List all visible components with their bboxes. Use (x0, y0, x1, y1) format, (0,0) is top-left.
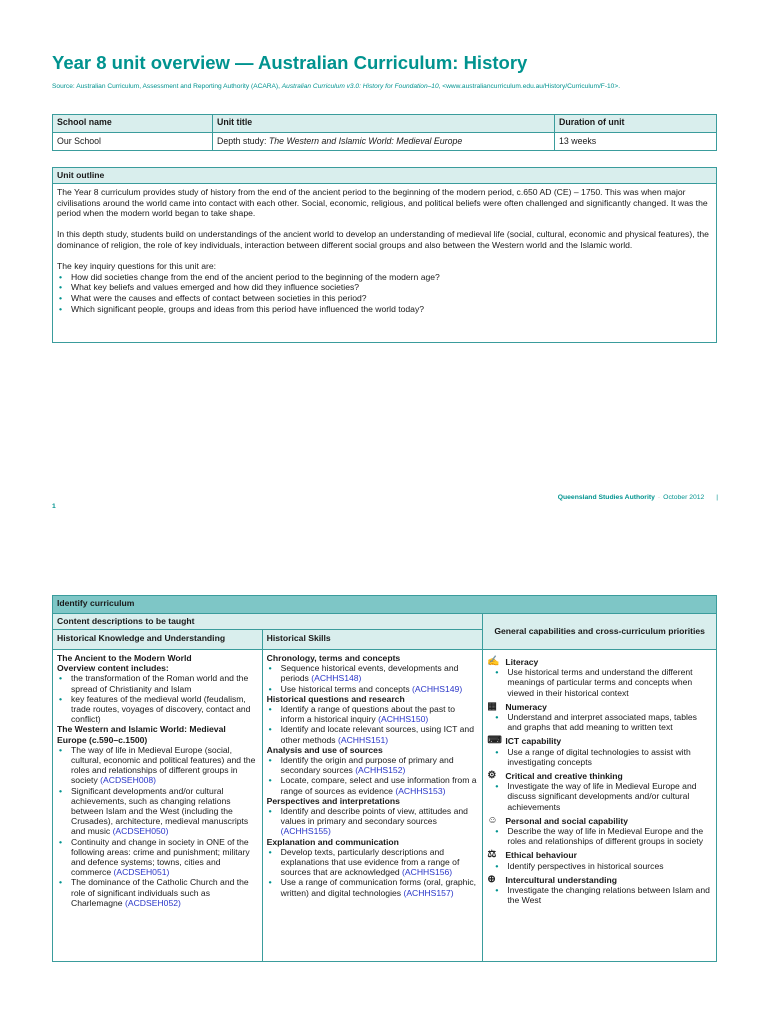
content-code: (ACHHS149) (412, 683, 463, 694)
source-citation (52, 83, 620, 90)
item-text: The dominance of the Catholic Church and the role of significant individuals such as Charlemagne (71, 877, 249, 908)
list-item: • the transformation of the Roman world and the spread of Christianity and Islam (57, 673, 258, 693)
source-suffix: , <www.australiancurriculum.edu.au/History/Curriculum/F-10>. (438, 83, 621, 90)
capability-heading (487, 736, 712, 746)
list-item: • Describe the way of life in Medieval Europe and the roles and relationships of different groups in society (493, 826, 712, 846)
ethical-behaviour-icon: ⚖ (487, 849, 497, 861)
list-item: • Understand and interpret associated maps, tables and graphs that add meaning to written text (493, 712, 712, 732)
school-info-table (52, 114, 717, 151)
list-item (267, 663, 479, 683)
unit-outline-heading: Unit outline (53, 168, 716, 184)
content-descriptions-heading: Content descriptions to be taught (53, 614, 483, 630)
knowledge-subheading: The Ancient to the Modern World (57, 653, 192, 663)
list-item (267, 704, 479, 724)
item-text: Use historical terms and concepts (280, 683, 413, 694)
duration-value: 13 weeks (555, 133, 717, 151)
list-item (267, 755, 479, 775)
inquiry-question: • What were the causes and effects of contact between societies in this period? (57, 293, 712, 304)
inquiry-question: • Which significant people, groups and ideas from this period have influenced the world today? (57, 304, 712, 315)
item-text: The way of life in Medieval Europe (social, cultural, economic and political features) and the roles and relationships of different groups in society (71, 744, 256, 786)
literacy-icon: ✍ (487, 656, 500, 667)
item-text: Use a range of communication forms (oral, graphic, written) and digital technologies (280, 877, 477, 898)
curriculum-table (52, 595, 717, 962)
content-code: (ACHHS151) (338, 734, 389, 745)
skill-list (267, 755, 479, 796)
skill-list (267, 663, 479, 694)
overview-list (57, 673, 258, 724)
skill-heading: Analysis and use of sources (266, 744, 383, 755)
inquiry-intro: The key inquiry questions for this unit are: (57, 261, 217, 272)
capability-list (493, 781, 712, 812)
duration-header: Duration of unit (555, 115, 717, 133)
item-text: Identify and describe points of view, attitudes and values in primary and secondary sources (280, 806, 468, 827)
footer-bar: | (716, 494, 718, 501)
capabilities-heading: General capabilities and cross-curriculum priorities (483, 614, 717, 650)
capability-name: Personal and social capability (505, 815, 629, 826)
capability-list (493, 747, 712, 767)
item-text: Identify the origin and purpose of primary and secondary sources (280, 755, 454, 776)
knowledge-subheading: Overview content includes: (57, 663, 169, 674)
skill-heading: Perspectives and interpretations (266, 795, 400, 806)
capability-list (493, 667, 712, 698)
item-text: Locate, compare, select and use information from a range of sources as evidence (280, 775, 477, 796)
content-code: (ACDSEH050) (112, 826, 169, 837)
skill-heading: Explanation and communication (266, 836, 399, 847)
capability-heading (487, 850, 712, 860)
list-item (267, 775, 479, 795)
list-item: • Identify perspectives in historical sources (493, 861, 712, 871)
content-code: (ACDSEH052) (124, 897, 181, 908)
capability-heading (487, 816, 712, 826)
capability-name: Ethical behaviour (505, 850, 577, 861)
critical-thinking-icon: ⚙ (487, 770, 497, 782)
skill-heading: Historical questions and research (266, 693, 405, 704)
item-text: Sequence historical events, developments and periods (280, 663, 459, 684)
inquiry-questions (57, 272, 712, 314)
unit-title-name: The Western and Islamic World: Medieval Europe (268, 136, 463, 146)
unit-outline (52, 167, 717, 343)
school-name-header: School name (53, 115, 213, 133)
list-item: • Investigate the way of life in Medieval Europe and discuss significant developments and/or cultural achievements (493, 781, 712, 812)
footer-org: Queensland Studies Authority (557, 494, 655, 501)
inquiry-question: • What key beliefs and values emerged and how did they influence societies? (57, 282, 712, 293)
content-code: (ACHHS148) (311, 673, 362, 684)
skill-heading: Chronology, terms and concepts (266, 653, 401, 663)
skill-list (267, 847, 479, 898)
unit-title-prefix: Depth study: (217, 136, 269, 146)
content-code: (ACDSEH051) (113, 867, 170, 878)
curriculum-heading: Identify curriculum (53, 596, 717, 614)
list-item: • key features of the medieval world (feudalism, trade routes, voyages of discovery, contact and conflict) (57, 694, 258, 725)
capability-name: Intercultural understanding (505, 874, 618, 885)
knowledge-list (57, 745, 258, 908)
numeracy-icon: ▦ (487, 700, 497, 712)
content-code: (ACHHS152) (355, 765, 406, 776)
item-text: Identify a range of questions about the past to inform a historical inquiry (280, 704, 456, 725)
personal-social-icon: ☺ (487, 814, 498, 826)
capability-list (493, 712, 712, 732)
item-text: Identify and locate relevant sources, using ICT and other methods (280, 724, 474, 745)
content-code: (ACDSEH008) (100, 775, 157, 786)
list-item (267, 847, 479, 878)
list-item (267, 877, 479, 897)
capability-list (493, 885, 712, 905)
footer-date: October 2012 (663, 494, 705, 501)
content-code: (ACHHS157) (403, 887, 454, 898)
capability-name: Numeracy (505, 701, 547, 712)
inquiry-question: • How did societies change from the end of the ancient period to the beginning of the modern age? (57, 272, 712, 283)
list-item: • Investigate the changing relations between Islam and the West (493, 885, 712, 905)
item-text: Continuity and change in society in ONE of the following areas: crime and punishment; military and defence systems; towns, cities and commerce (71, 836, 250, 878)
capabilities-column (483, 650, 717, 962)
knowledge-heading: Historical Knowledge and Understanding (53, 630, 263, 650)
list-item (267, 724, 479, 744)
capability-heading (487, 875, 712, 885)
capability-heading (487, 771, 712, 781)
content-code: (ACHHS156) (402, 867, 453, 878)
list-item (267, 684, 479, 694)
knowledge-subheading: The Western and Islamic World: Medieval Europe (c.590–c.1500) (57, 724, 226, 745)
ict-icon: ⌨ (487, 735, 502, 747)
item-text: Develop texts, particularly descriptions and explanations that use evidence from a range of sources that are acknowledged (280, 846, 460, 878)
capability-heading (487, 702, 712, 712)
footer-separator: · (657, 494, 661, 501)
list-item (57, 745, 258, 786)
intercultural-icon: ⊕ (487, 873, 496, 885)
content-code: (ACHHS153) (395, 785, 446, 796)
school-name-value: Our School (53, 133, 213, 151)
knowledge-column (53, 650, 263, 962)
page-footer (558, 494, 718, 501)
list-item (267, 806, 479, 837)
capability-name: ICT capability (505, 736, 562, 747)
list-item (57, 837, 258, 878)
capability-name: Critical and creative thinking (505, 771, 623, 782)
unit-title-header: Unit title (213, 115, 555, 133)
list-item (57, 786, 258, 837)
skill-list (267, 806, 479, 837)
unit-outline-body (53, 184, 716, 317)
skills-heading: Historical Skills (262, 630, 483, 650)
skill-list (267, 704, 479, 745)
unit-title-value (213, 133, 555, 151)
page-number: 1 (52, 503, 56, 510)
capability-list (493, 826, 712, 846)
content-code: (ACHHS155) (280, 826, 331, 837)
capability-name: Literacy (505, 657, 539, 667)
skills-column (262, 650, 483, 962)
capability-list (493, 861, 712, 871)
outline-paragraph-2: In this depth study, students build on understandings of the ancient world to develop an understanding of medieval life (social, cultural, economic and physical features), the dominance of religion, the role of key individuals, interaction between different social groups and also between the Western world and the Islamic world. (57, 229, 709, 250)
list-item: • Use historical terms and understand the different meanings of particular terms and concepts when viewed in their historical context (493, 667, 712, 698)
capability-heading (487, 657, 712, 667)
source-prefix: Source: Australian Curriculum, Assessment and Reporting Authority (ACARA), (52, 83, 282, 90)
page-title: Year 8 unit overview — Australian Curriculum: History (52, 52, 528, 73)
item-text: Significant developments and/or cultural achievements, such as changing relations between Islam and the West (including the Crusades), architecture, medieval manuscripts and music (71, 785, 249, 837)
list-item (57, 877, 258, 908)
content-code: (ACHHS150) (378, 714, 429, 725)
source-work: Australian Curriculum v3.0: History for Foundation–10 (281, 83, 439, 90)
list-item: • Use a range of digital technologies to assist with investigating concepts (493, 747, 712, 767)
outline-paragraph-1: The Year 8 curriculum provides study of history from the end of the ancient period to the beginning of the modern period, c.650 AD (CE) – 1750. This was when major civilisations around the world came into contact with each other. Social, economic, religious, and political beliefs were often challenged and significantly changed. It was the period when the modern world began to take shape. (57, 187, 708, 219)
